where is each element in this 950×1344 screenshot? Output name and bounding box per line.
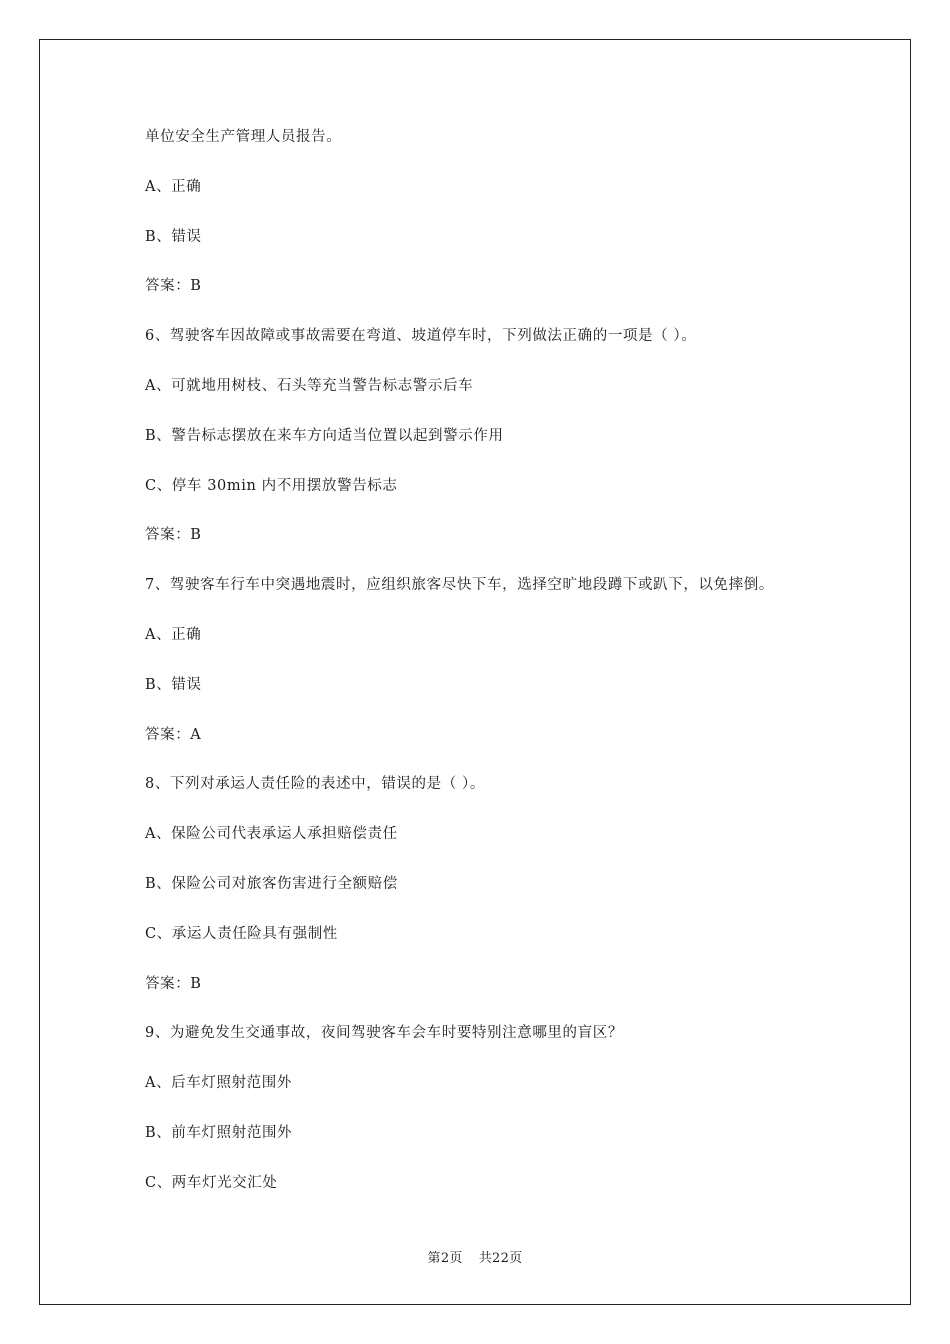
option-line: C、停车 30min 内不用摆放警告标志 bbox=[145, 477, 398, 494]
option-line: A、正确 bbox=[145, 626, 202, 643]
question-line: 8、下列对承运人责任险的表述中，错误的是（ ）。 bbox=[145, 776, 485, 793]
option-line: A、可就地用树枝、石头等充当警告标志警示后车 bbox=[145, 377, 474, 394]
option-line: A、后车灯照射范围外 bbox=[145, 1075, 292, 1092]
answer-line: 答案：B bbox=[145, 278, 202, 295]
option-line: A、保险公司代表承运人承担赔偿责任 bbox=[145, 826, 398, 843]
option-line: C、两车灯光交汇处 bbox=[145, 1174, 278, 1191]
page-number: 第2页 bbox=[427, 1251, 463, 1266]
option-line: A、正确 bbox=[145, 178, 202, 195]
answer-line: 答案：B bbox=[145, 527, 202, 544]
option-line: C、承运人责任险具有强制性 bbox=[145, 925, 338, 942]
text-line: 单位安全生产管理人员报告。 bbox=[145, 129, 342, 145]
page-footer bbox=[0, 1247, 950, 1266]
answer-line: 答案：B bbox=[145, 975, 202, 992]
document-body bbox=[145, 126, 865, 1222]
option-line: B、保险公司对旅客伤害进行全额赔偿 bbox=[145, 875, 398, 892]
question-line: 7、驾驶客车行车中突遇地震时，应组织旅客尽快下车，选择空旷地段蹲下或趴下，以免摔倒。 bbox=[145, 577, 774, 594]
question-line: 9、为避免发生交通事故，夜间驾驶客车会车时要特别注意哪里的盲区？ bbox=[145, 1025, 623, 1042]
page-total: 共22页 bbox=[478, 1251, 523, 1266]
answer-line: 答案：A bbox=[145, 726, 202, 743]
question-line: 6、驾驶客车因故障或事故需要在弯道、坡道停车时，下列做法正确的一项是（ ）。 bbox=[145, 328, 697, 345]
option-line: B、前车灯照射范围外 bbox=[145, 1124, 293, 1141]
option-line: B、错误 bbox=[145, 676, 202, 693]
option-line: B、警告标志摆放在来车方向适当位置以起到警示作用 bbox=[145, 427, 504, 444]
option-line: B、错误 bbox=[145, 228, 202, 245]
